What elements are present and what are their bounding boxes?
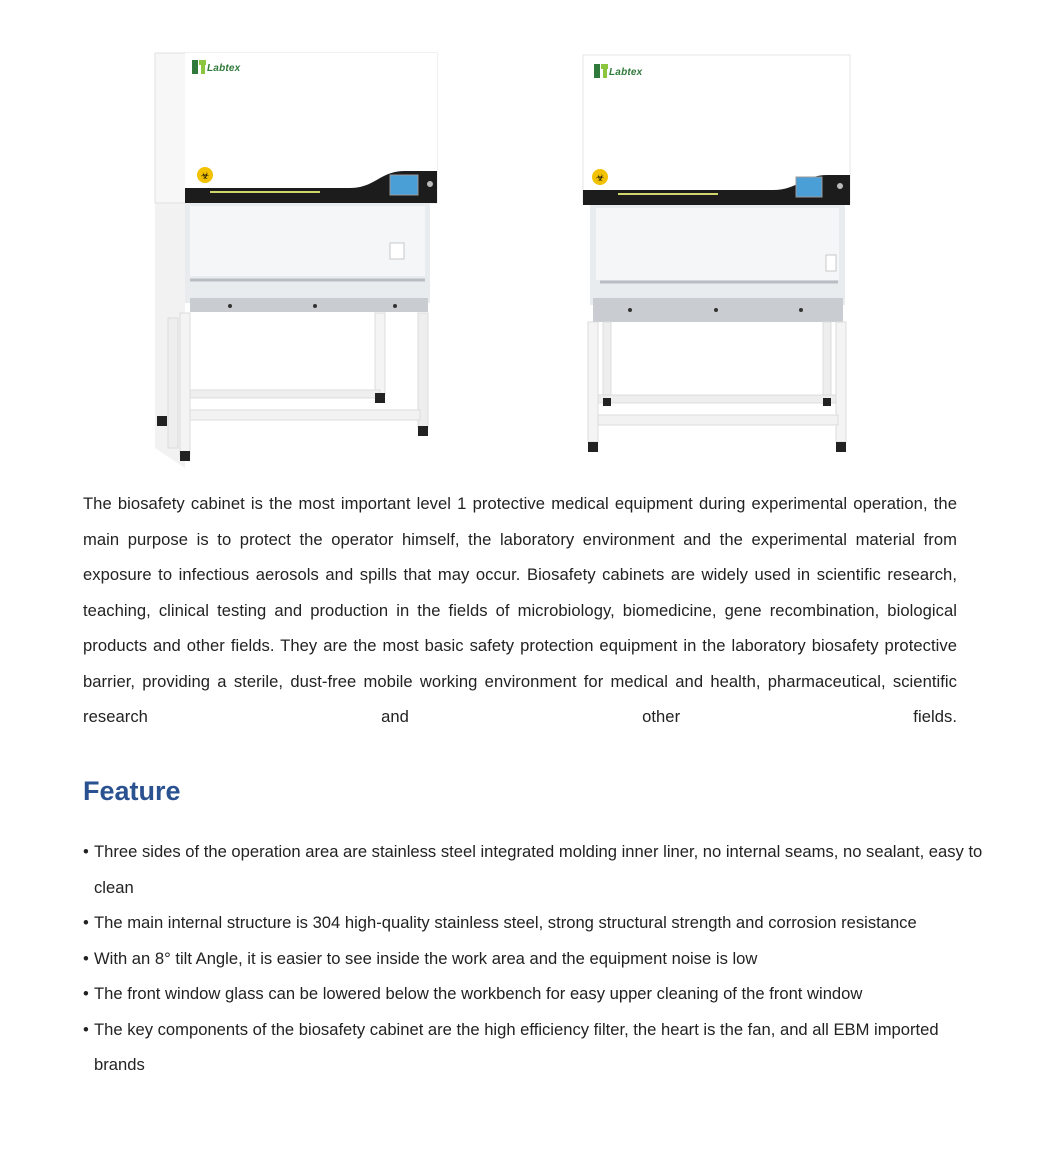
feature-item <box>83 834 983 905</box>
brand-logo <box>192 60 240 74</box>
product-images <box>0 0 1058 475</box>
feature-item-text: The main internal structure is 304 high-quality stainless steel, strong structural strength and corrosion resistance <box>94 913 917 932</box>
svg-text:☣: ☣ <box>595 173 605 184</box>
feature-item-text: The front window glass can be lowered below the workbench for easy upper cleaning of the front window <box>94 984 863 1003</box>
bullet-icon: • <box>83 984 89 1003</box>
brand-logo <box>594 64 642 78</box>
bullet-icon: • <box>83 842 89 861</box>
brand-name: Labtex <box>207 63 241 74</box>
brand-logo-icon <box>192 60 206 74</box>
feature-item <box>83 941 983 977</box>
biosafety-cabinet-small-image <box>578 50 863 460</box>
brand-logo-icon <box>594 64 608 78</box>
feature-heading: Feature <box>83 776 181 806</box>
biosafety-cabinet-large-image <box>150 48 450 468</box>
bullet-icon: • <box>83 913 89 932</box>
feature-item <box>83 1012 983 1083</box>
feature-item-text: The key components of the biosafety cabinet are the high efficiency filter, the heart is the fan, and all EBM imported brands <box>94 1019 939 1074</box>
intro-paragraph: The biosafety cabinet is the most important level 1 protective medical equipment during experimental operation, the main purpose is to protect the operator himself, the laboratory environment and the experimental material from exposure to infectious aerosols and spills that may occur. Biosafety cabinets are widely used in scientific research, teaching, clinical testing and production in the fields of microbiology, biomedicine, gene recombination, biological products and other fields. They are the most basic safety protection equipment in the laboratory biosafety protective barrier, providing a sterile, dust-free mobile working environment for medical and health, pharmaceutical, scientific research and other fields. <box>83 494 957 726</box>
feature-item-text: With an 8° tilt Angle, it is easier to see inside the work area and the equipment noise is low <box>94 948 758 968</box>
feature-item-text: Three sides of the operation area are stainless steel integrated molding inner liner, no internal seams, no sealant, easy to clean <box>94 842 983 897</box>
bullet-icon: • <box>83 1019 89 1039</box>
feature-list <box>83 834 983 1083</box>
svg-text:☣: ☣ <box>200 171 210 182</box>
feature-item <box>83 905 983 941</box>
cabinet-small-drawing <box>578 50 863 460</box>
bullet-icon: • <box>83 948 89 968</box>
brand-name: Labtex <box>609 67 643 78</box>
cabinet-large-drawing <box>150 48 450 468</box>
feature-item <box>83 976 983 1012</box>
